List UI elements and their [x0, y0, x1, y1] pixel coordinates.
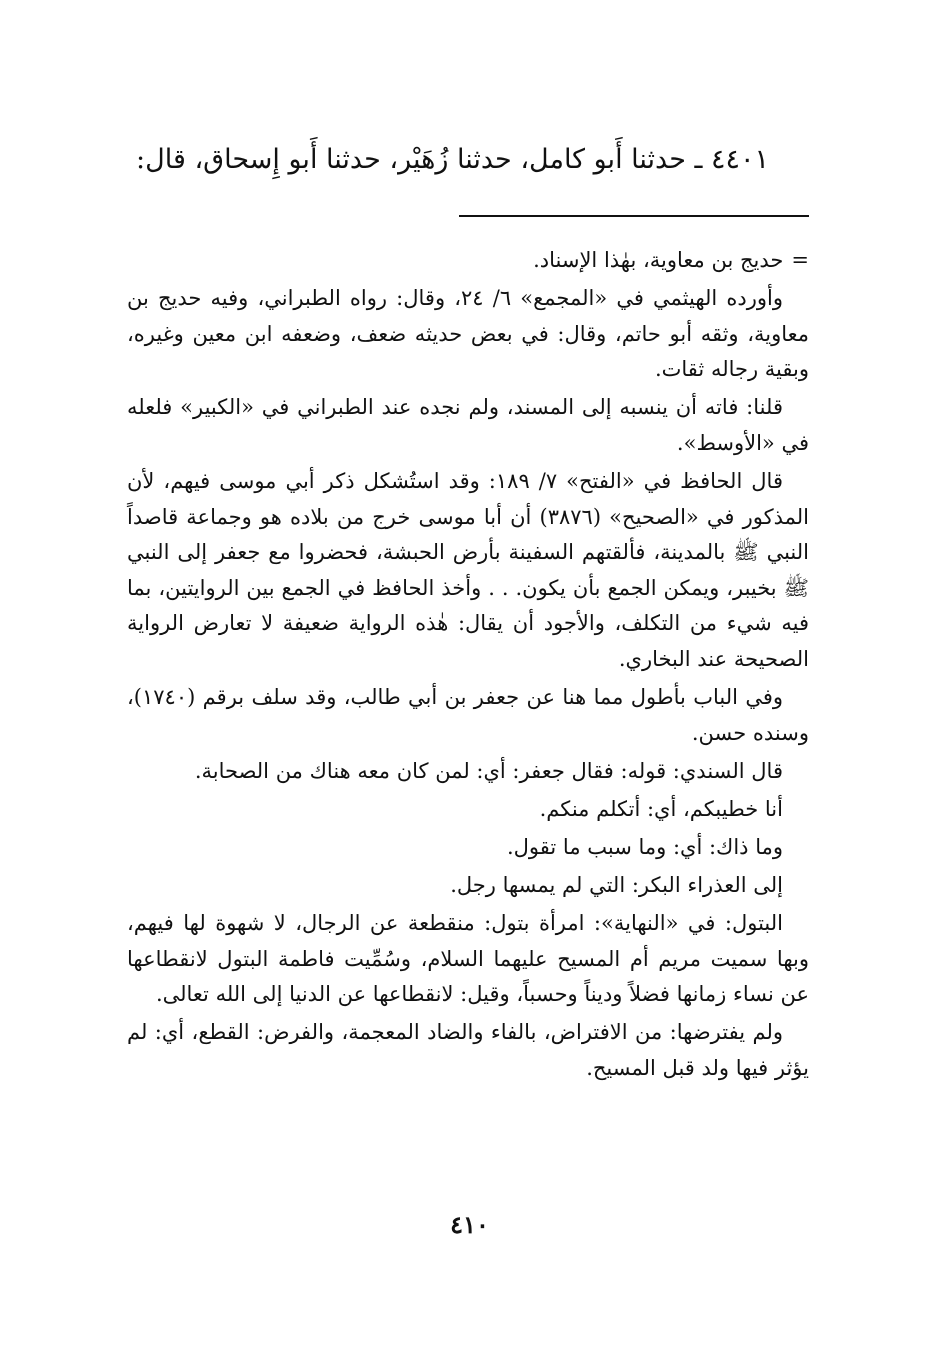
footnote-paragraph: إلى العذراء البكر: التي لم يمسها رجل. — [450, 873, 783, 898]
footnote-paragraph: وما ذاك: أي: وما سبب ما تقول. — [507, 835, 783, 859]
page-number: ٤١٠ — [450, 1210, 489, 1239]
footnote-paragraph: ولم يفترضها: من الافتراض، بالفاء والضاد المعجمة، والفرض: القطع، أي: لم يؤثر فيها ولد قبل المسيح. — [127, 1020, 809, 1081]
footnote-paragraph: أنا خطيبكم، أي: أتكلم منكم. — [539, 796, 783, 821]
footnote-paragraph: البتول: في «النهاية»: امرأة بتول: منقطعة عن الرجال، لا شهوة لها فيهم، وبها سميت مريم أم المسيح عليهما السلام، وسُمِّيت فاطمة البتول لانقطاعها عن نساء زمانها فضلاً وديناً وحسباً، وقيل: لانقطاعها عن الدنيا إلى الله تعالى. — [127, 911, 809, 1007]
footnotes — [127, 243, 809, 1089]
footnote-paragraph: =حديج بن معاوية، بهٰذا الإسناد. — [533, 248, 809, 272]
continuation-mark: = — [791, 248, 809, 272]
hadith-heading: ٤٤٠١ ـ حدثنا أَبو كامل، حدثنا زُهَيْر، حدثنا أَبو إِسحاق، قال: — [136, 144, 769, 175]
footnote-paragraph: وفي الباب بأطول مما هنا عن جعفر بن أبي طالب، وقد سلف برقم (١٧٤٠)، وسنده حسن. — [127, 685, 809, 745]
footnote-paragraph: وأورده الهيثمي في «المجمع» ٦/ ٢٤، وقال: رواه الطبراني، وفيه حديج بن معاوية، وثقه أبو حاتم، وقال: في بعض حديثه ضعف، وضعفه ابن معين وغيره، وبقية رجاله ثقات. — [127, 286, 809, 382]
footnote-separator — [459, 215, 809, 217]
footnote-paragraph: قلنا: فاته أن ينسبه إلى المسند، ولم نجده عند الطبراني في «الكبير» فلعله في «الأوسط». — [127, 395, 809, 455]
footnote-paragraph: قال السندي: قوله: فقال جعفر: أي: لمن كان معه هناك من الصحابة. — [194, 758, 783, 783]
footnote-paragraph: قال الحافظ في «الفتح» ٧/ ١٨٩: وقد استُشكل ذكر أبي موسى فيهم، لأن المذكور في «الصحيح» (٣٨٧٦) أن أبا موسى خرج من بلاده هو وجماعة قاصداً النبي ﷺ بالمدينة، فألقتهم السفينة بأرض الحبشة، فحضروا مع جعفر إلى النبي ﷺ بخيبر، ويمكن الجمع بأن يكون. . . وأخذ الحافظ في الجمع بين الروايتين، بما فيه شيء من التكلف، والأجود أن يقال: هٰذه الرواية ضعيفة لا تعارض الرواية الصحيحة عند البخاري. — [127, 469, 809, 672]
